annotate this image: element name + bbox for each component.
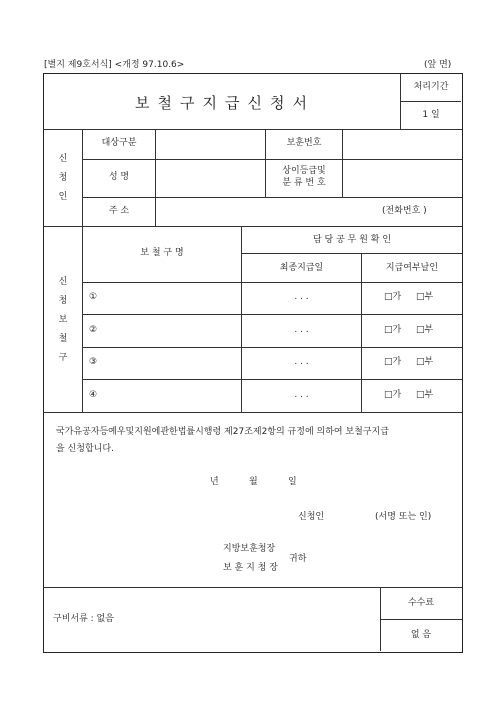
form-title: 보철구지급신청서	[135, 94, 315, 112]
supply-no-checkbox[interactable]: □부	[416, 325, 434, 335]
row-number: ③	[89, 357, 98, 367]
phone-label: (전화번호 )	[382, 206, 427, 216]
last-supply-date-header: 최종지급일	[279, 263, 324, 273]
supply-no-checkbox[interactable]: □부	[416, 357, 434, 367]
date-year-label: 년	[210, 477, 219, 487]
divider	[400, 101, 461, 102]
last-supply-date-field[interactable]: . . .	[294, 357, 309, 367]
applicant-sign-label: 신청인	[298, 512, 325, 522]
wound-class-label-line2: 분 류 번 호	[282, 178, 326, 188]
supply-no-checkbox[interactable]: □부	[416, 292, 434, 302]
last-supply-date-field[interactable]: . . .	[294, 325, 309, 335]
divider	[155, 129, 156, 226]
divider	[82, 347, 462, 348]
divider	[82, 314, 462, 315]
divider	[241, 253, 462, 254]
address-label: 주 소	[108, 206, 130, 216]
divider	[43, 226, 462, 227]
divider	[82, 379, 462, 380]
veteran-number-label: 보훈번호	[286, 138, 322, 148]
official-check-header: 담 당 공 무 원 확 인	[312, 235, 392, 245]
target-class-label: 대상구분	[101, 138, 137, 148]
item-name-header: 보 철 구 명	[140, 248, 184, 258]
supply-status-header: 지급여부날인	[385, 263, 439, 273]
date-day-label: 일	[288, 477, 297, 487]
prosthesis-section-label: 신 청 보 철 구	[58, 277, 68, 363]
divider	[380, 619, 462, 620]
recipient-line-1: 지방보훈청장	[223, 544, 276, 554]
divider	[361, 253, 362, 412]
supply-yes-checkbox[interactable]: □가	[384, 357, 402, 367]
date-month-label: 월	[249, 477, 258, 487]
name-label: 성 명	[108, 172, 130, 182]
row-number: ②	[89, 325, 98, 335]
signature-field[interactable]: (서명 또는 인)	[375, 512, 432, 522]
processing-period-value: 1 일	[422, 110, 440, 120]
page-side-label: (앞 면)	[424, 60, 452, 70]
supply-no-checkbox[interactable]: □부	[416, 390, 434, 400]
supply-yes-checkbox[interactable]: □가	[384, 325, 402, 335]
applicant-section-label: 신 청 인	[58, 154, 68, 202]
statement-line-1: 국가유공자등예우및지원에관한법률시행령 제27조제2항의 규정에 의하여 보철구지급	[56, 427, 389, 437]
last-supply-date-field[interactable]: . . .	[294, 390, 309, 400]
divider	[43, 129, 462, 130]
divider	[43, 587, 462, 588]
processing-period-label: 처리기간	[413, 82, 449, 92]
fee-value: 없 음	[410, 630, 432, 640]
form-reference: [별지 제9호서식] <개정 97.10.6>	[44, 60, 185, 70]
row-number: ①	[89, 292, 98, 302]
divider	[82, 282, 462, 283]
required-documents-label: 구비서류 : 없음	[53, 614, 114, 624]
fee-label: 수수료	[407, 598, 435, 608]
recipient-suffix: 귀하	[289, 554, 307, 564]
row-number: ④	[89, 390, 98, 400]
supply-yes-checkbox[interactable]: □가	[384, 292, 402, 302]
statement-line-2: 을 신청합니다.	[56, 444, 114, 454]
divider	[82, 197, 462, 198]
divider	[342, 129, 343, 197]
divider	[82, 159, 462, 160]
supply-yes-checkbox[interactable]: □가	[384, 390, 402, 400]
wound-class-label-line1: 상이등급및	[282, 166, 326, 176]
recipient-line-2: 보 훈 지 청 장	[223, 563, 278, 573]
last-supply-date-field[interactable]: . . .	[294, 292, 309, 302]
divider	[43, 412, 462, 413]
